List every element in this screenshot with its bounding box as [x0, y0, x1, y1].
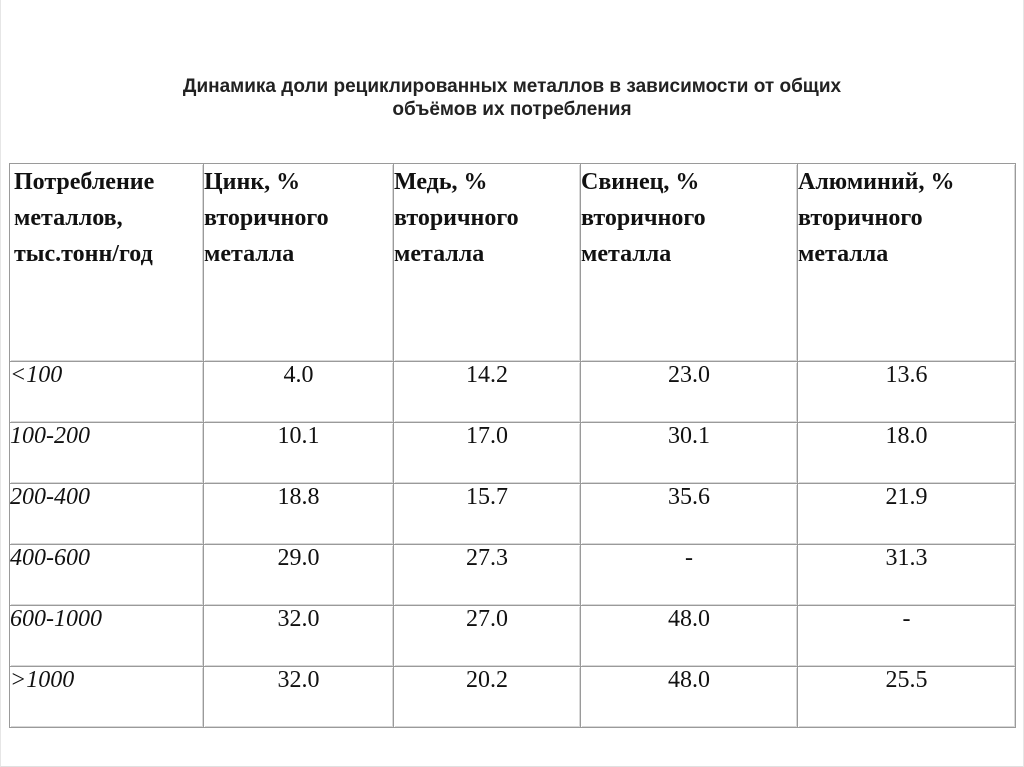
- row-label: 100-200: [9, 422, 203, 483]
- table-row: [9, 544, 1016, 605]
- row-label: >1000: [9, 666, 203, 728]
- cell-aluminium: 31.3: [797, 544, 1016, 605]
- row-label: 200-400: [9, 483, 203, 544]
- title-line-2: объёмов их потребления: [392, 99, 632, 120]
- table-row: [9, 361, 1016, 422]
- cell-zinc: 18.8: [203, 483, 393, 544]
- cell-zinc: 29.0: [203, 544, 393, 605]
- cell-zinc: 32.0: [203, 605, 393, 666]
- cell-zinc: 10.1: [203, 422, 393, 483]
- table-row: [9, 483, 1016, 544]
- cell-zinc: 32.0: [203, 666, 393, 728]
- header-row: [9, 163, 1016, 361]
- cell-lead: 35.6: [580, 483, 797, 544]
- cell-copper: 20.2: [393, 666, 580, 728]
- cell-aluminium: 25.5: [797, 666, 1016, 728]
- header-aluminium: Алюминий, % вторичного металла: [797, 163, 1016, 361]
- cell-aluminium: -: [797, 605, 1016, 666]
- cell-copper: 15.7: [393, 483, 580, 544]
- cell-copper: 27.3: [393, 544, 580, 605]
- cell-copper: 27.0: [393, 605, 580, 666]
- cell-copper: 17.0: [393, 422, 580, 483]
- header-zinc: Цинк, % вторичного металла: [203, 163, 393, 361]
- cell-lead: -: [580, 544, 797, 605]
- row-label: <100: [9, 361, 203, 422]
- cell-lead: 48.0: [580, 666, 797, 728]
- cell-lead: 23.0: [580, 361, 797, 422]
- cell-aluminium: 13.6: [797, 361, 1016, 422]
- table-row: [9, 422, 1016, 483]
- table-row: [9, 605, 1016, 666]
- row-label: 600-1000: [9, 605, 203, 666]
- cell-lead: 48.0: [580, 605, 797, 666]
- cell-aluminium: 21.9: [797, 483, 1016, 544]
- table-row: [9, 666, 1016, 728]
- page-title: [0, 75, 1024, 121]
- cell-copper: 14.2: [393, 361, 580, 422]
- cell-aluminium: 18.0: [797, 422, 1016, 483]
- header-lead: Свинец, % вторичного металла: [580, 163, 797, 361]
- header-copper: Медь, % вторичного металла: [393, 163, 580, 361]
- title-line-1: Динамика доли рециклированных металлов в зависимости от общих: [182, 76, 842, 97]
- header-consumption: Потребление металлов, тыс.тонн/год: [9, 163, 203, 361]
- row-label: 400-600: [9, 544, 203, 605]
- cell-zinc: 4.0: [203, 361, 393, 422]
- cell-lead: 30.1: [580, 422, 797, 483]
- recycling-table: [9, 163, 1016, 728]
